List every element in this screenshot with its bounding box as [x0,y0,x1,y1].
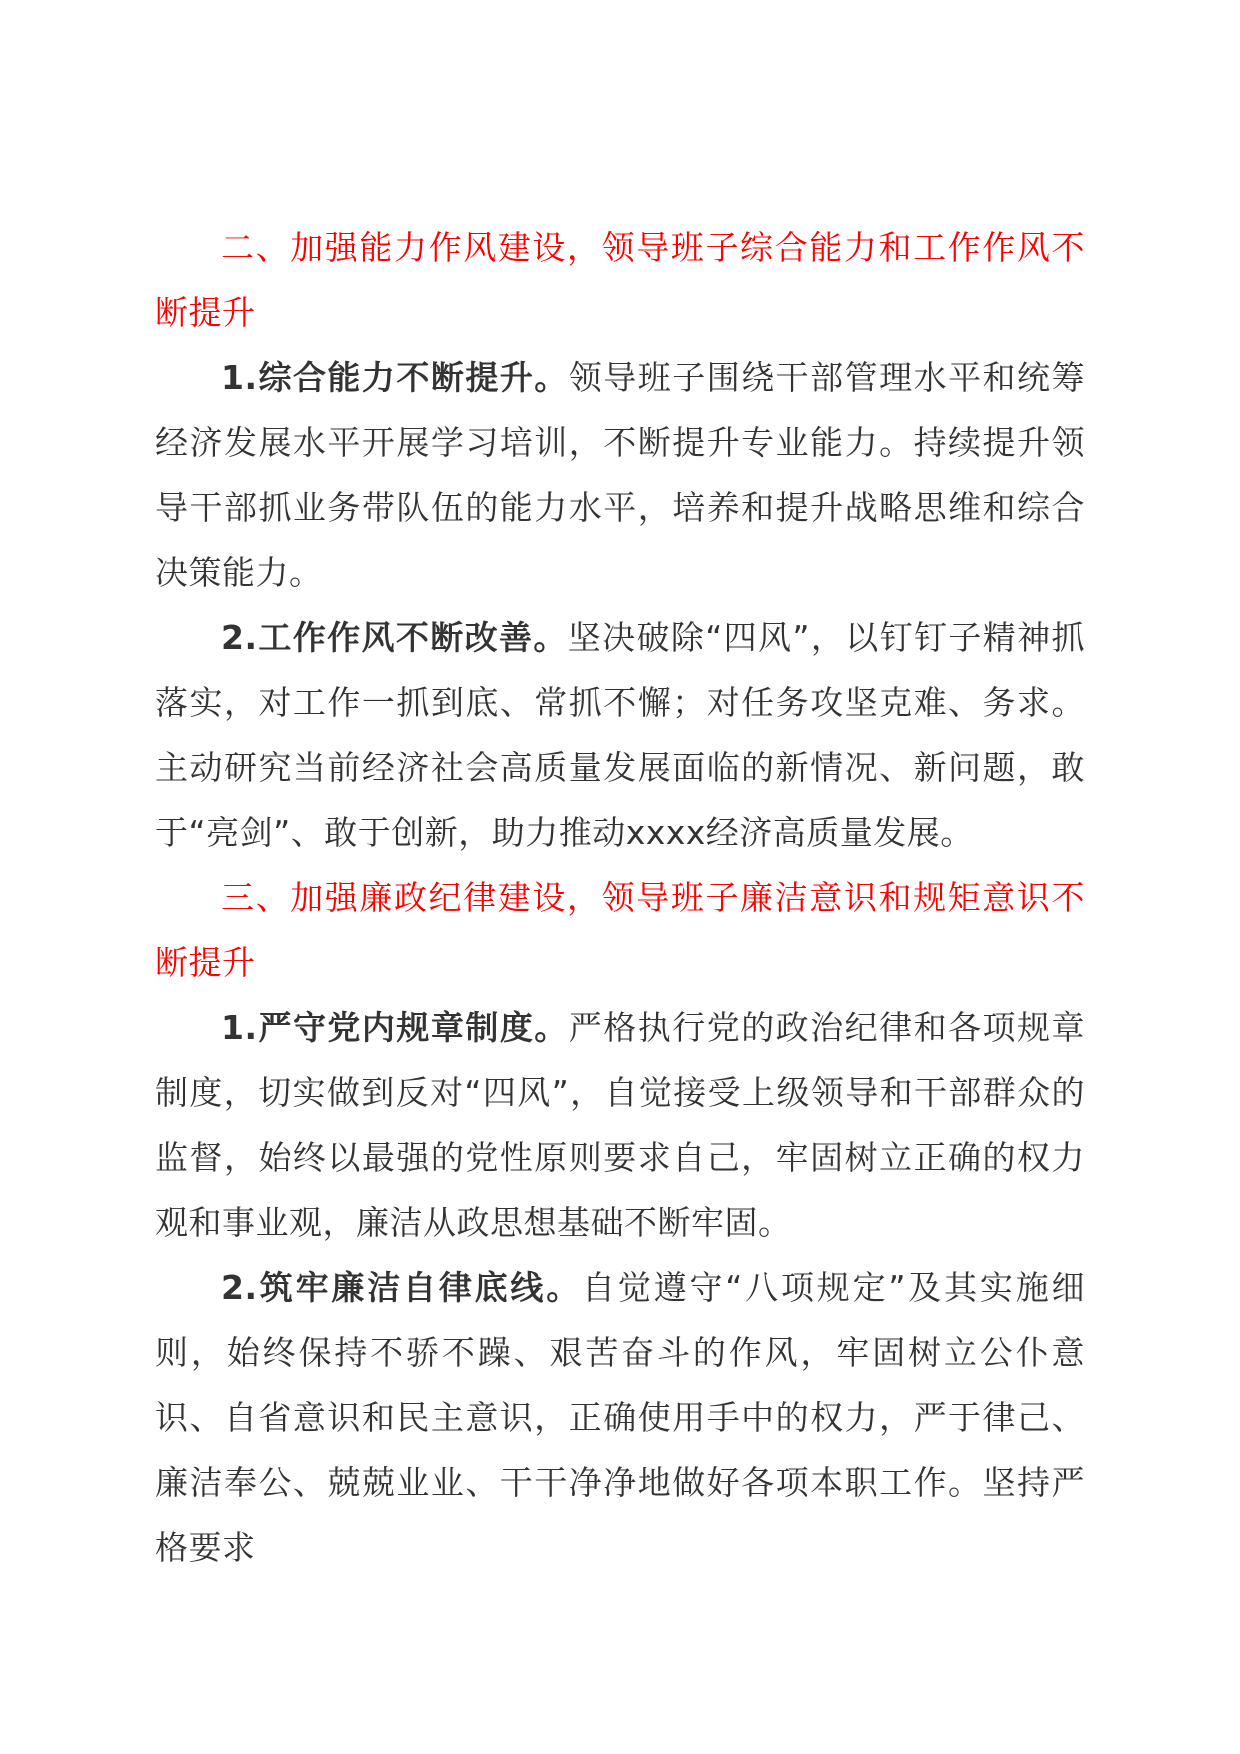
paragraph-lead: 2.筑牢廉洁自律底线。 [221,1268,583,1307]
paragraph-lead: 1.综合能力不断提升。 [221,358,569,397]
paragraph-text: 自觉遵守“八项规定”及其实施细则，始终保持不骄不躁、艰苦奋斗的作风，牢固树立公仆意识、自省意识和民主意识，正确使用手中的权力，严于律己、廉洁奉公、兢兢业业、干干净净地做好各项本职工作。坚持严格要求 [155,1268,1085,1567]
paragraph-text: 领导班子围绕干部管理水平和统筹经济发展水平开展学习培训，不断提升专业能力。持续提升领导干部抓业务带队伍的能力水平，培养和提升战略思维和综合决策能力。 [155,358,1086,592]
paragraph-self-discipline [155,1255,1085,1580]
section-heading-2: 二、加强能力作风建设，领导班子综合能力和工作作风不断提升 [155,228,1085,332]
section-heading-3: 三、加强廉政纪律建设，领导班子廉洁意识和规矩意识不断提升 [155,878,1085,982]
paragraph-lead: 1.严守党内规章制度。 [221,1008,569,1047]
paragraph-lead: 2.工作作风不断改善。 [221,618,568,657]
paragraph-regulations [155,995,1085,1255]
paragraph-text: 严格执行党的政治纪律和各项规章制度，切实做到反对“四风”，自觉接受上级领导和干部群众的监督，始终以最强的党性原则要求自己，牢固树立正确的权力观和事业观，廉洁从政思想基础不断牢固。 [155,1008,1086,1242]
document-page [155,215,1085,1580]
paragraph-style [155,605,1085,865]
paragraph-ability [155,345,1085,605]
paragraph-text: 坚决破除“四风”，以钉钉子精神抓落实，对工作一抓到底、常抓不懈；对任务攻坚克难、务求。主动研究当前经济社会高质量发展面临的新情况、新问题，敢于“亮剑”、敢于创新，助力推动xxxx经济高质量发展。 [155,618,1085,852]
